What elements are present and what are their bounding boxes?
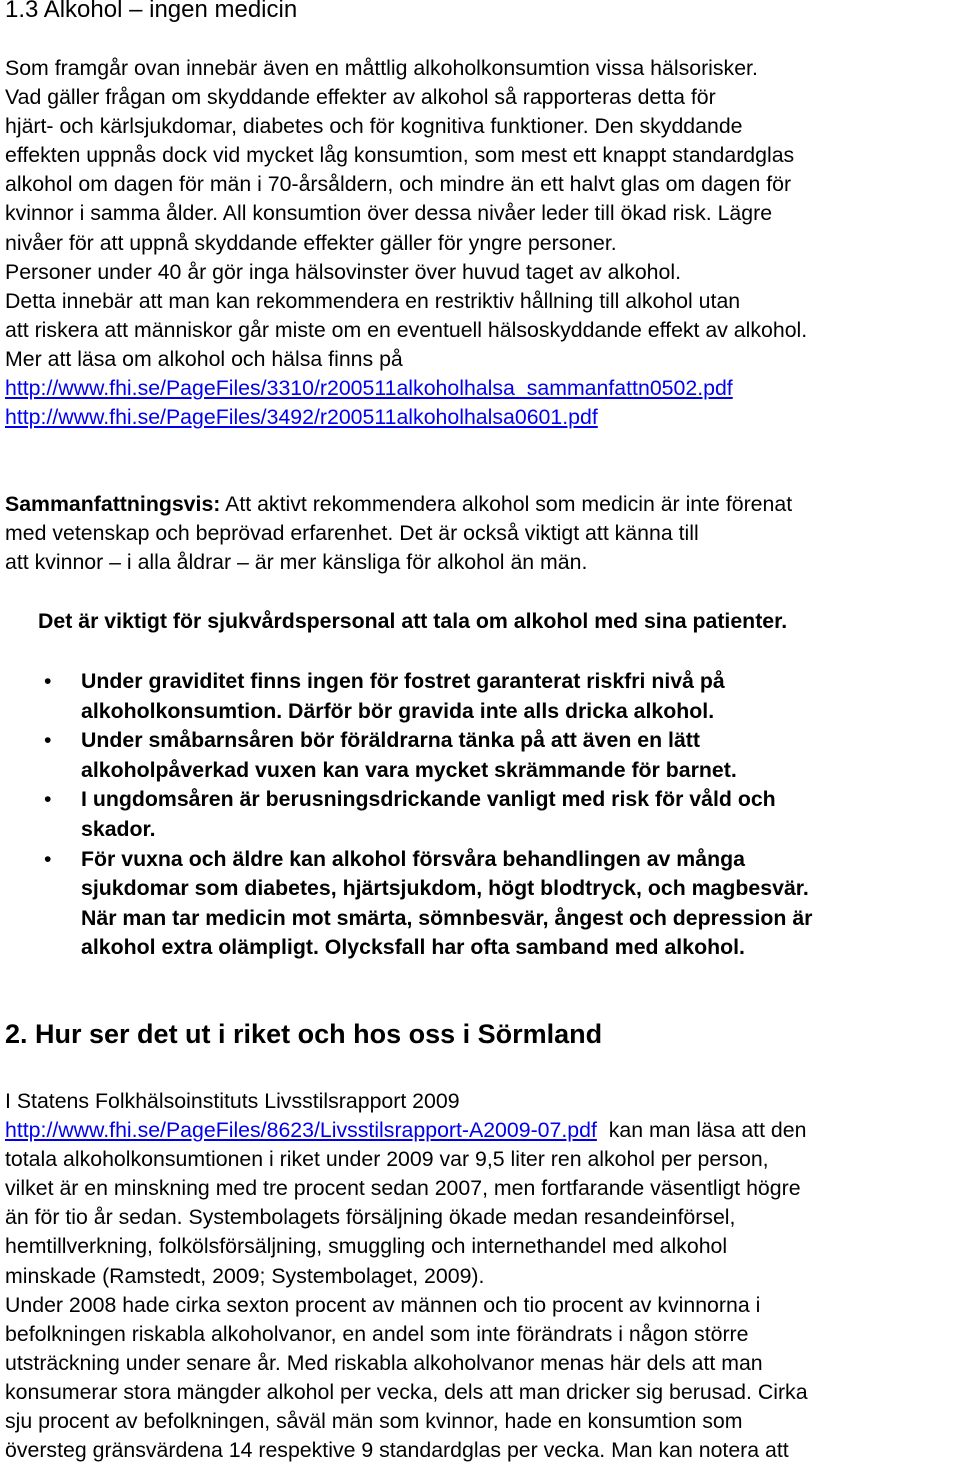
body-line: Som framgår ovan innebär även en måttlig alkoholkonsumtion vissa hälsorisker. [5,56,758,80]
body-line: Detta innebär att man kan rekommendera en restriktiv hållning till alkohol utan [5,288,741,313]
body-line: hemtillverkning, folkölsförsäljning, smuggling och internethandel med alkohol [5,1234,728,1259]
body-line: utsträckning under senare år. Med riskabla alkoholvanor menas här dels att man [5,1350,763,1375]
bullet-icon: • [44,669,52,693]
body-line: sju procent av befolkningen, såväl män som kvinnor, hade en konsumtion som [5,1409,743,1434]
body-line: Vad gäller frågan om skyddande effekter av alkohol så rapporteras detta för [5,85,716,110]
list-item: • Under småbarnsåren bör föräldrarna tänka på att även en lätt alkoholpåverkad vuxen kan vara mycket skrämmande för barnet. [44,728,737,782]
list-item: • I ungdomsåren är berusningsdrickande vanligt med risk för våld och skador. [44,787,776,841]
body-line: minskade (Ramstedt, 2009; Systembolaget, 2009). [5,1263,485,1288]
link-tail-text: kan man läsa att den [596,1118,807,1143]
link-livsstilsrapport[interactable]: http://www.fhi.se/PageFiles/8623/Livsstilsrapport-A2009-07.pdf [5,1118,597,1143]
section-heading-2: 2. Hur ser det ut i riket och hos oss i Sörmland [5,1019,603,1049]
bullet-icon: • [44,728,52,753]
body-line: att riskera att människor går miste om en eventuell hälsoskyddande effekt av alkohol. [5,317,808,342]
body-line: Mer att läsa om alkohol och hälsa finns på [5,346,403,371]
summary-label: Sammanfattningsvis: [5,492,221,516]
section-1-3-body [5,54,960,432]
section-2-intro: I Statens Folkhälsoinstituts Livsstilsrapport 2009 [5,1089,460,1113]
body-line: än för tio år sedan. Systembolagets försäljning ökade medan resandeinförsel, [5,1205,736,1230]
list-item: • För vuxna och äldre kan alkohol försvåra behandlingen av många sjukdomar som diabetes, hjärtsjukdom, högt blodtryck, och magbesvär. När man tar medicin mot smärta, sömnbesvär, ångest och depression är alkohol extra olämpligt. Olycksfall har ofta samband med alkohol. [44,846,813,960]
body-line: vilket är en minskning med tre procent sedan 2007, men fortfarande väsentligt högre [5,1176,801,1201]
body-line: effekten uppnås dock vid mycket låg konsumtion, som mest ett knappt standardglas [5,143,795,168]
section-2-body [5,1087,960,1465]
body-line: totala alkoholkonsumtionen i riket under 2009 var 9,5 liter ren alkohol per person, [5,1147,769,1172]
body-line: alkohol om dagen för män i 70-årsåldern, och mindre än ett halvt glas om dagen för [5,172,792,197]
body-line: Under 2008 hade cirka sexton procent av männen och tio procent av kvinnorna i [5,1292,761,1317]
bullet-icon: • [44,846,52,871]
body-line: konsumerar stora mängder alkohol per vecka, dels att man dricker sig berusad. Cirka [5,1379,808,1404]
summary-line-2: med vetenskap och beprövad erfarenhet. Det är också viktigt att känna till [5,521,699,546]
emphasis-statement: Det är viktigt för sjukvårdspersonal att tala om alkohol med sina patienter. [38,609,788,633]
body-line: hjärt- och kärlsjukdomar, diabetes och för kognitiva funktioner. Den skyddande [5,114,743,139]
summary-line-1: Att aktivt rekommendera alkohol som medicin är inte förenat [220,492,793,516]
body-line: nivåer för att uppnå skyddande effekter gäller för yngre personer. [5,230,617,255]
summary-line-3: att kvinnor – i alla åldrar – är mer känsliga för alkohol än män. [5,550,588,575]
body-line: befolkningen riskabla alkoholvanor, en andel som inte förändrats i någon större [5,1321,749,1346]
bullet-icon: • [44,787,52,812]
body-line: kvinnor i samma ålder. All konsumtion över dessa nivåer leder till ökad risk. Lägre [5,201,773,226]
advice-bullet-list [5,667,960,963]
list-item: • Under graviditet finns ingen för fostret garanterat riskfri nivå på alkoholkonsumtion. Därför bör gravida inte alls dricka alkohol. [44,669,725,723]
link-fhi-alkoholhalsa[interactable]: http://www.fhi.se/PageFiles/3492/r200511alkoholhalsa0601.pdf [5,405,598,430]
body-line: översteg gränsvärdena 14 respektive 9 standardglas per vecka. Man kan notera att [5,1438,789,1463]
link-fhi-sammanfattning[interactable]: http://www.fhi.se/PageFiles/3310/r200511alkoholhalsa_sammanfattn0502.pdf [5,376,733,401]
section-heading-1-3: 1.3 Alkohol – ingen medicin [5,0,298,23]
summary-block [5,490,960,577]
body-line: Personer under 40 år gör inga hälsovinster över huvud taget av alkohol. [5,259,681,284]
